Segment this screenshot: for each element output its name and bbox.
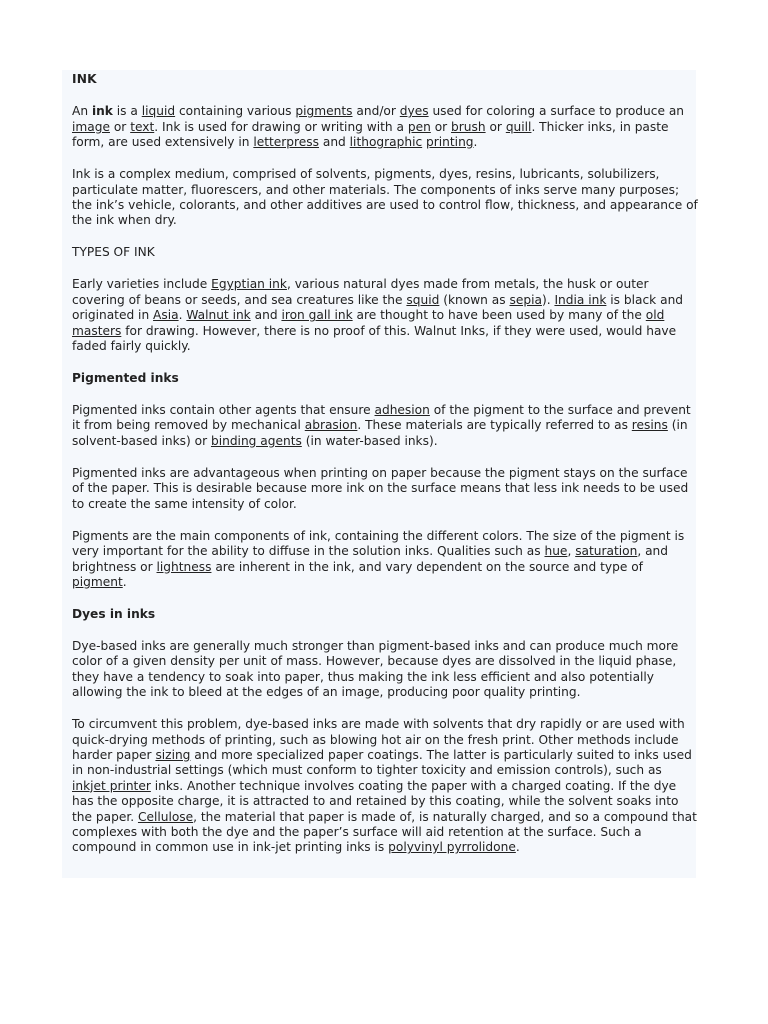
text: , <box>567 544 576 559</box>
link-walnut-ink[interactable]: Walnut ink <box>186 308 251 323</box>
document-body <box>72 72 698 872</box>
text: and <box>250 308 282 323</box>
link-image[interactable]: image <box>72 119 110 134</box>
link-saturation[interactable]: saturation <box>575 544 638 559</box>
circumvent-paragraph <box>72 717 698 856</box>
text: . Thicker inks, in paste form, are used extensively in <box>72 119 669 150</box>
text: To circumvent this problem, dye-based inks are made with solvents that dry rapidly or are used with quick-drying methods of printing, such as blowing hot air on the fresh print. Other methods include harder paper <box>72 717 685 762</box>
link-quill[interactable]: quill <box>505 119 532 134</box>
pigmented-advantage-paragraph: Pigmented inks are advantageous when printing on paper because the pigment stays on the surface of the paper. This is desirable because more ink on the surface means that less ink needs to be used to create the same intensity of color. <box>72 465 689 511</box>
text: for drawing. However, there is no proof of this. Walnut Inks, if they were used, would have faded fairly quickly. <box>72 323 677 354</box>
text: and more specialized paper coatings. The latter is particularly suited to inks used in non-industrial settings (which must conform to tighter toxicity and emission controls), such as <box>72 747 692 778</box>
link-cellulose[interactable]: Cellulose <box>137 809 194 824</box>
text: . <box>515 840 520 855</box>
link-brush[interactable]: brush <box>451 119 486 134</box>
varieties-paragraph <box>72 277 698 354</box>
link-printing[interactable]: printing <box>426 135 474 150</box>
link-sepia[interactable]: sepia <box>509 292 542 307</box>
text: or <box>109 119 131 134</box>
link-asia[interactable]: Asia <box>153 308 179 323</box>
link-sizing[interactable]: sizing <box>155 747 191 762</box>
text: (in solvent-based inks) or <box>72 418 688 448</box>
link-egyptian-ink[interactable]: Egyptian ink <box>211 277 287 292</box>
text: (known as <box>439 292 510 307</box>
text: are inherent in the ink, and vary dependent on the source and type of <box>211 559 643 574</box>
link-text[interactable]: text <box>130 119 155 134</box>
dye-based-paragraph: Dye-based inks are generally much stronger than pigment-based inks and can produce much more color of a given density per unit of mass. However, because dyes are dissolved in the liquid phase, they have a tendency to soak into paper, thus making the ink less efficient and also potentially allowing the ink to bleed at the edges of an image, producing poor quality printing. <box>72 638 679 700</box>
link-liquid[interactable]: liquid <box>141 104 176 119</box>
text: . Ink is used for drawing or writing with a <box>154 119 408 134</box>
text: and/or <box>352 104 400 119</box>
text: Pigments are the main components of ink, containing the different colors. The size of the pigment is very important for the ability to diffuse in the solution inks. Qualities such as <box>72 528 685 559</box>
text: Pigmented inks contain other agents that ensure <box>72 403 375 418</box>
text: containing various <box>175 104 296 119</box>
pigments-components-paragraph <box>72 529 698 591</box>
text: inks. Another technique involves coating the paper with a charged coating. If the dye has the opposite charge, it is attracted to and retained by this coating, while the solvent soaks into the paper. <box>72 778 679 824</box>
text: . <box>178 308 187 323</box>
text: , the material that paper is made of, is naturally charged, and so a compound that complexes with both the dye and the paper’s surface will aid retention at the surface. Such a compound in common use in ink-jet printing inks is <box>72 809 697 855</box>
text: is black and originated in <box>72 292 684 323</box>
link-letterpress[interactable]: letterpress <box>253 135 319 150</box>
document-title: INK <box>72 72 97 86</box>
text: . <box>473 135 478 150</box>
text: , and brightness or <box>72 544 669 574</box>
link-pen[interactable]: pen <box>407 119 431 134</box>
link-polyvinyl-pyrrolidone[interactable]: polyvinyl pyrrolidone <box>388 840 516 855</box>
link-iron-gall-ink[interactable]: iron gall ink <box>281 308 353 323</box>
pigmented-agents-paragraph <box>72 403 698 449</box>
text: or <box>430 119 452 134</box>
link-lightness[interactable]: lightness <box>156 559 212 574</box>
text: used for coloring a surface to produce an <box>428 104 685 119</box>
text: . These materials are typically referred to as <box>357 418 632 433</box>
text: are thought to have been used by many of the <box>352 308 646 323</box>
link-hue[interactable]: hue <box>544 544 568 559</box>
link-dyes[interactable]: dyes <box>399 104 429 119</box>
pigmented-inks-heading: Pigmented inks <box>72 371 179 386</box>
text: , various natural dyes made from metals, the husk or outer covering of beans or seeds, and sea creatures like the <box>72 277 649 307</box>
ink-term: ink <box>91 104 113 119</box>
link-old-masters[interactable]: old masters <box>72 308 665 338</box>
text: (in water-based inks). <box>301 433 438 448</box>
intro-paragraph <box>72 104 698 150</box>
text: . <box>122 574 127 589</box>
text: Early varieties include <box>72 277 212 292</box>
link-lithographic[interactable]: lithographic <box>349 135 423 150</box>
text: or <box>485 119 506 134</box>
link-pigments[interactable]: pigments <box>295 104 353 119</box>
text: and <box>318 135 350 150</box>
link-binding-agents[interactable]: binding agents <box>210 433 302 448</box>
dyes-in-inks-heading: Dyes in inks <box>72 606 156 621</box>
types-heading: TYPES OF INK <box>72 245 155 260</box>
link-inkjet-printer[interactable]: inkjet printer <box>72 778 151 793</box>
link-india-ink[interactable]: India ink <box>554 292 607 307</box>
text: ). <box>541 292 555 307</box>
text: An <box>72 104 92 119</box>
link-resins[interactable]: resins <box>631 418 668 433</box>
link-pigment[interactable]: pigment <box>72 574 123 589</box>
composition-paragraph: Ink is a complex medium, comprised of solvents, pigments, dyes, resins, lubricants, solubilizers, particulate matter, fluorescers, and other materials. The components of inks serve many purposes; the ink’s vehicle, colorants, and other additives are used to control flow, thickness, and appearance of the ink when dry. <box>72 167 698 228</box>
text: of the pigment to the surface and prevent it from being removed by mechanical <box>72 403 691 433</box>
text: is a <box>112 104 142 119</box>
link-abrasion[interactable]: abrasion <box>304 418 358 433</box>
link-squid[interactable]: squid <box>406 292 440 307</box>
link-adhesion[interactable]: adhesion <box>374 403 430 418</box>
